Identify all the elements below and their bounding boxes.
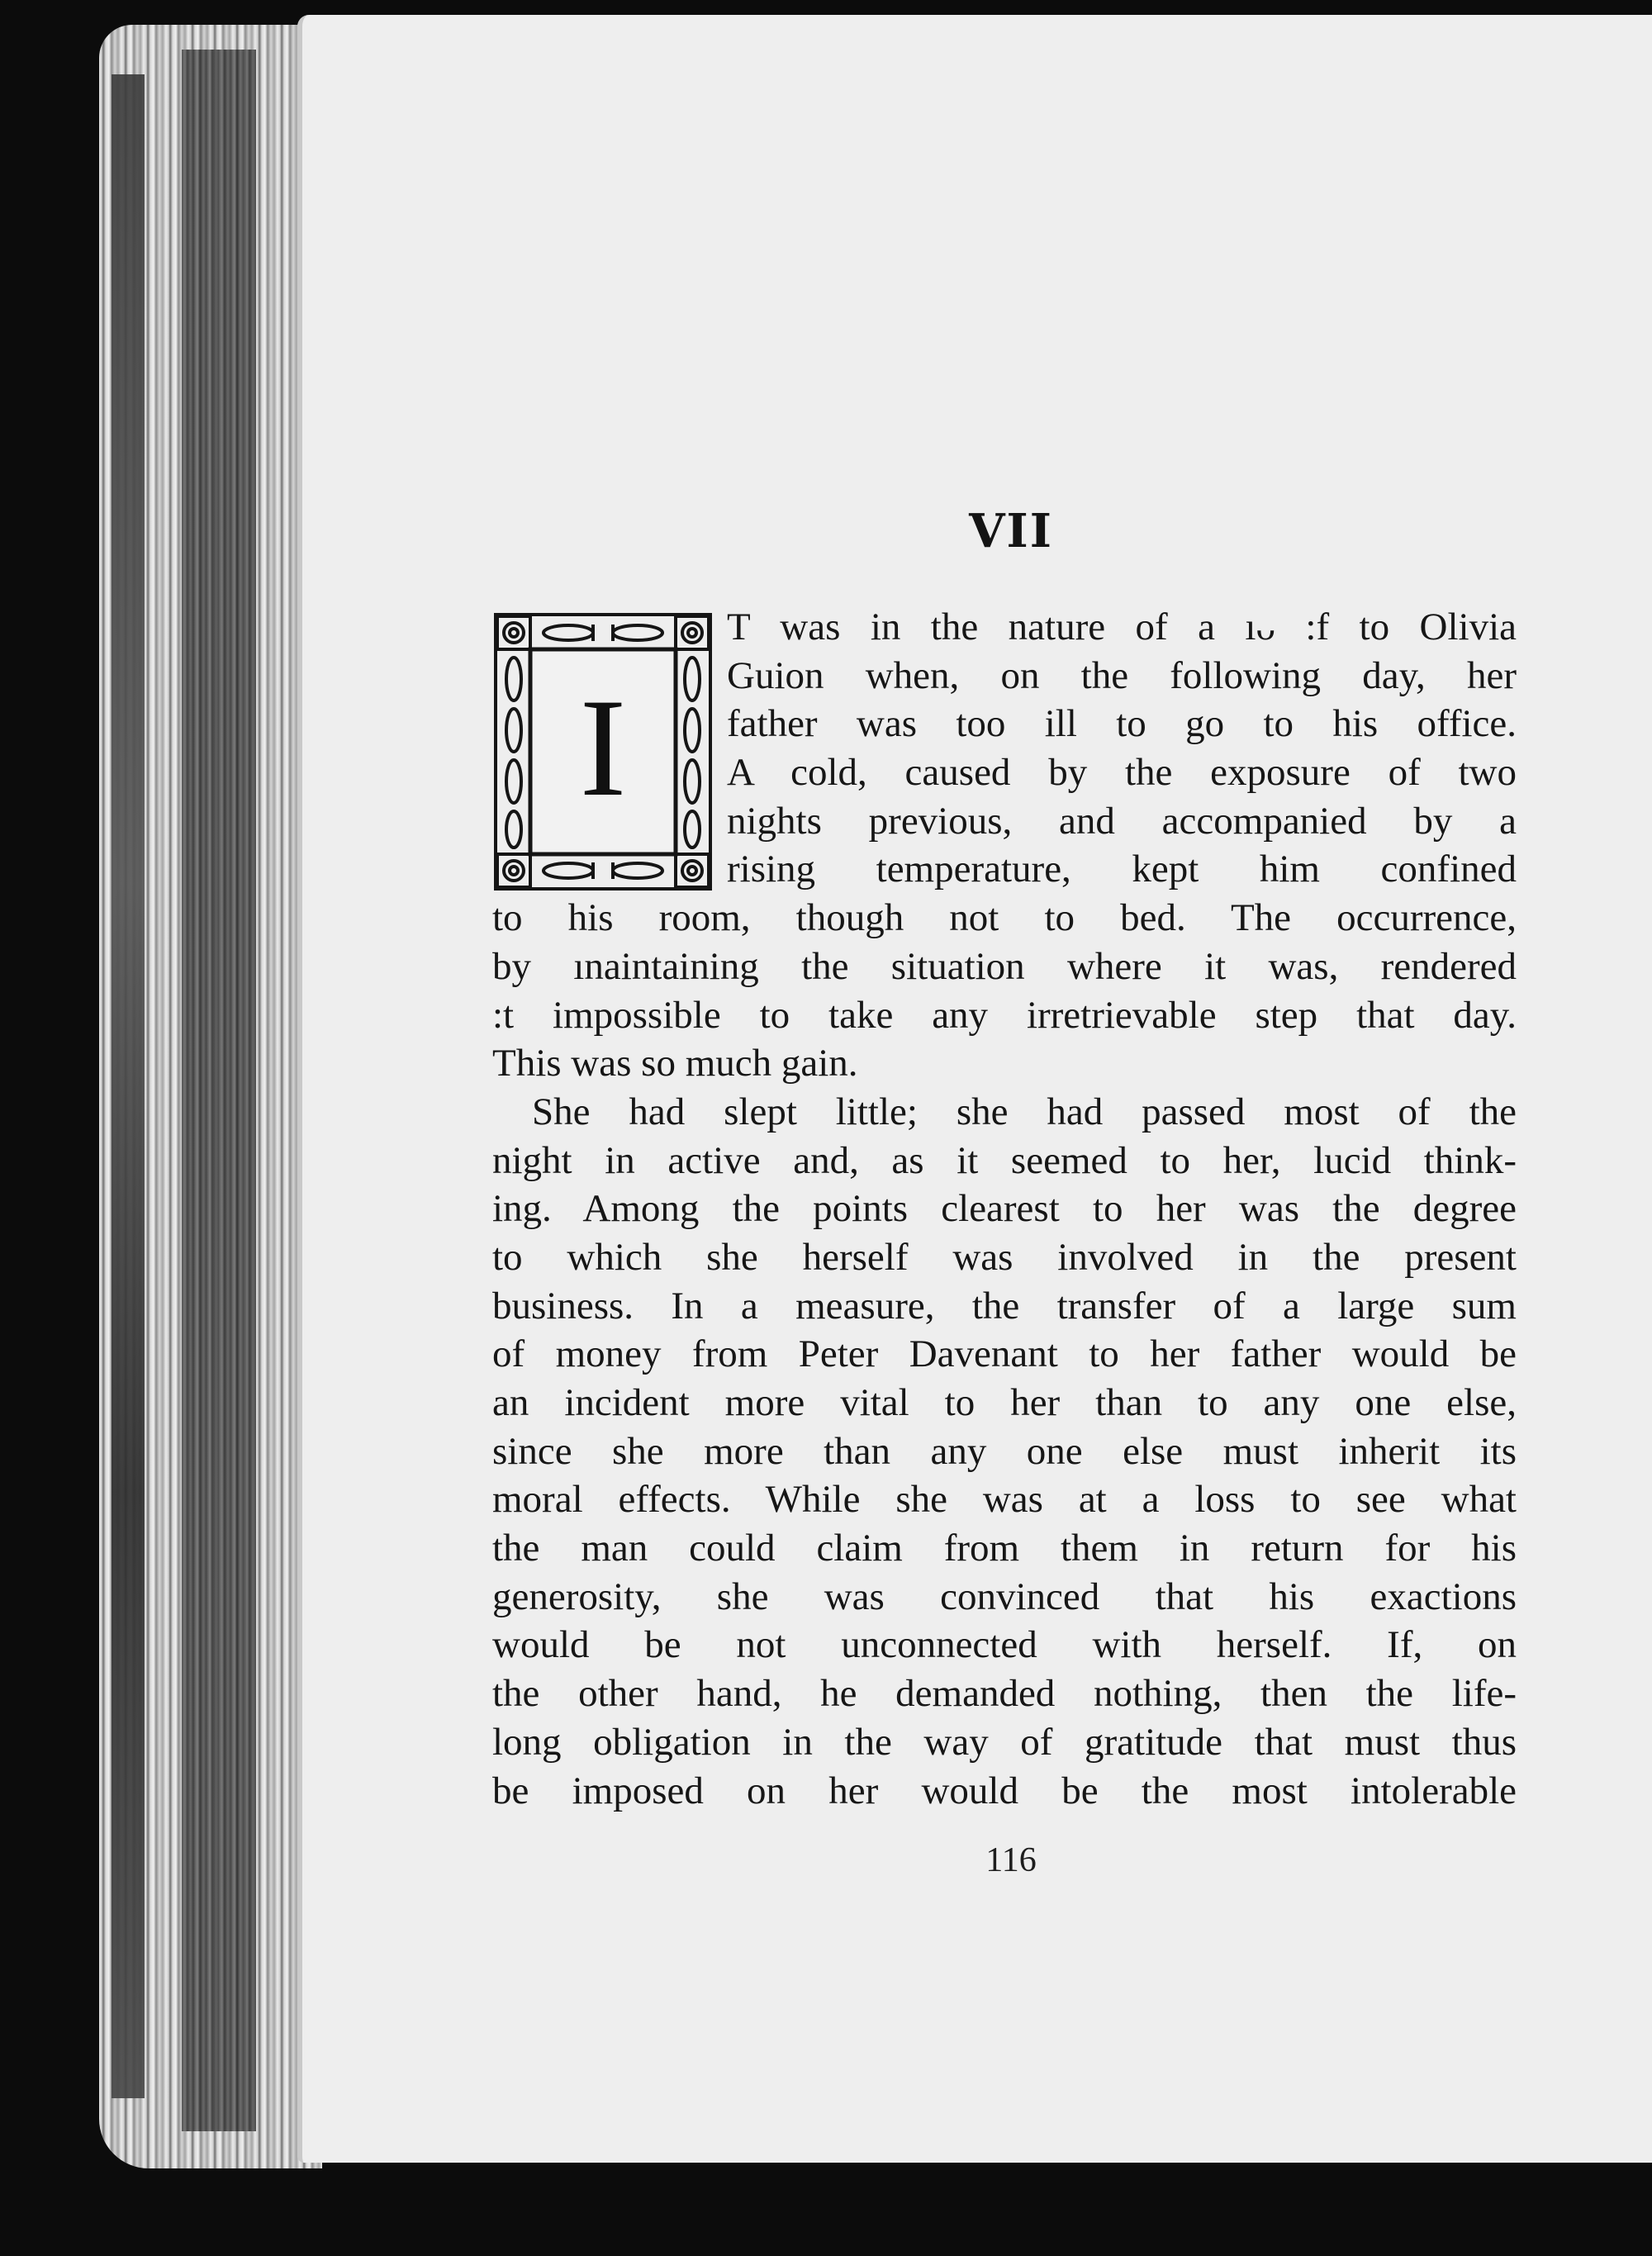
text-line: generosity, she was convinced that his exactions bbox=[492, 1574, 1517, 1618]
text-line: long obligation in the way of gratitude that must thus bbox=[492, 1720, 1517, 1764]
text-line: She had slept little; she had passed most of the bbox=[532, 1090, 1517, 1133]
text-line: to which she herself was involved in the present bbox=[492, 1235, 1517, 1279]
text-line: an incident more vital to her than to any one else, bbox=[492, 1381, 1517, 1424]
body-text bbox=[492, 603, 1517, 1815]
text-line: of money from Peter Davenant to her father would be bbox=[492, 1332, 1517, 1376]
text-line: would be not unconnected with herself. If, on bbox=[492, 1623, 1517, 1667]
chapter-heading: VII bbox=[969, 504, 1053, 558]
text-line: the other hand, he demanded nothing, then the life- bbox=[492, 1672, 1517, 1716]
book-spine-shadow bbox=[112, 74, 145, 2098]
page-number: 116 bbox=[985, 1841, 1037, 1879]
text-line: by ınaintaining the situation where it was, rendered bbox=[492, 944, 1517, 988]
text-line: rising temperature, kept him confined bbox=[727, 848, 1517, 891]
text-line: moral effects. While she was at a loss to see what bbox=[492, 1478, 1517, 1522]
text-line: A cold, caused by the exposure of two bbox=[727, 751, 1517, 795]
text-line: night in active and, as it seemed to her, lucid think- bbox=[492, 1138, 1517, 1182]
text-line: business. In a measure, the transfer of a large sum bbox=[492, 1284, 1517, 1327]
text-line: father was too ill to go to his office. bbox=[727, 702, 1517, 746]
text-line: nights previous, and accompanied by a bbox=[727, 799, 1517, 843]
dropcap-letter: I bbox=[579, 670, 627, 825]
text-line: since she more than any one else must inherit its bbox=[492, 1429, 1517, 1473]
text-line: :t impossible to take any irretrievable step that day. bbox=[492, 993, 1517, 1037]
text-line: the man could claim from them in return for his bbox=[492, 1527, 1517, 1570]
book-page-edges-shadow bbox=[182, 50, 256, 2131]
text-line: ing. Among the points clearest to her was the degree bbox=[492, 1187, 1517, 1231]
text-line: This was so much gain. bbox=[492, 1042, 858, 1085]
text-line: be imposed on her would be the most intolerable bbox=[492, 1769, 1517, 1812]
text-line: Guion when, on the following day, her bbox=[727, 653, 1517, 697]
text-line: to his room, though not to bed. The occurrence, bbox=[492, 896, 1517, 940]
text-line: T was in the nature of a ıᴗ :f to Olivia bbox=[727, 606, 1517, 648]
